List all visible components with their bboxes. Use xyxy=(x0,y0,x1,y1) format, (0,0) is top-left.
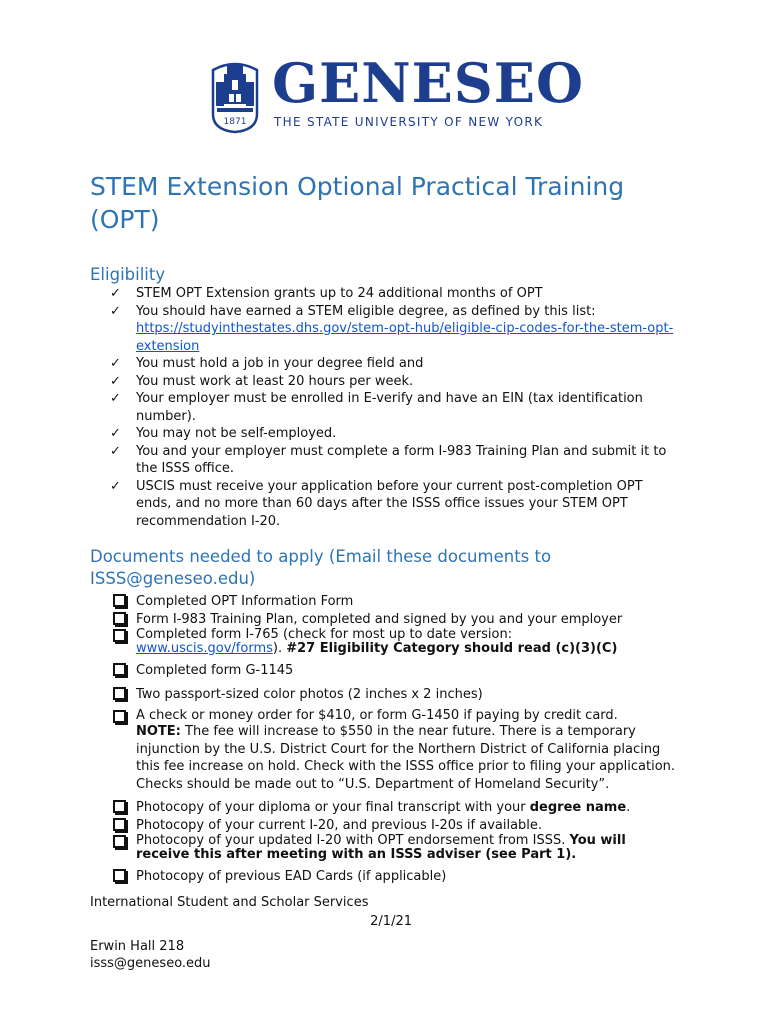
checkbox-icon[interactable] xyxy=(113,818,126,831)
list-item: ✓ Your employer must be enrolled in E-verify and have an EIN (tax identification number). xyxy=(110,391,643,424)
stem-cip-codes-link[interactable]: https://studyinthestates.dhs.gov/stem-opt-hub/eligible-cip-codes-for-the-stem-opt-extension xyxy=(136,321,674,354)
list-item: Completed OPT Information Form xyxy=(113,593,683,611)
eligibility-list xyxy=(110,285,680,530)
document-title: STEM Extension Optional Practical Training (OPT) xyxy=(90,172,625,234)
page-footer xyxy=(90,894,430,972)
footer-date: 2/1/21 xyxy=(370,914,412,929)
list-item: ✓ USCIS must receive your application before your current post-completion OPT ends, and no more than 60 days after the ISSS office issues your STEM OPT recommendation I-20. xyxy=(110,478,643,529)
list-item: A check or money order for $410, or form G-1450 if paying by credit card. NOTE: The fee will increase to $550 in the near future. There is a temporary injunction by the U.S. District Court for the Northern District of California placing this fee increase on hold. Check with the ISSS office prior to filing your application. Checks should be made out to “U.S. Department of Homeland Security”. xyxy=(113,709,683,793)
seal-year: 1871 xyxy=(223,117,247,127)
checkmark-icon: ✓ xyxy=(110,391,121,406)
checkbox-icon[interactable] xyxy=(113,800,126,813)
list-item: Form I-983 Training Plan, completed and signed by you and your employer xyxy=(113,611,683,629)
geneseo-wordmark: GENESEO xyxy=(272,51,584,115)
list-item: Completed form G-1145 xyxy=(113,662,683,680)
footer-org: International Student and Scholar Services xyxy=(90,895,369,910)
checkbox-icon[interactable] xyxy=(113,594,126,607)
checkbox-icon[interactable] xyxy=(113,629,126,642)
list-item: Photocopy of your updated I-20 with OPT endorsement from ISSS. You will receive this after meeting with an ISSS adviser (see Part 1). xyxy=(113,834,683,862)
list-item: ✓ You must hold a job in your degree field and xyxy=(110,356,424,371)
list-item: Completed form I-765 (check for most up to date version: www.uscis.gov/forms). #27 Eligibility Category should read (c)(3)(C) xyxy=(113,628,683,656)
checkmark-icon: ✓ xyxy=(110,356,121,371)
checkmark-icon: ✓ xyxy=(110,373,121,389)
list-item: ✓ You may not be self-employed. xyxy=(110,426,337,441)
checkmark-icon: ✓ xyxy=(110,426,121,441)
list-item: Photocopy of previous EAD Cards (if applicable) xyxy=(113,868,683,886)
checkbox-icon[interactable] xyxy=(113,612,126,625)
checkmark-icon: ✓ xyxy=(110,478,121,494)
list-item: ✓ You must work at least 20 hours per week. xyxy=(110,373,414,389)
uscis-forms-link[interactable]: www.uscis.gov/forms xyxy=(136,641,273,656)
checkbox-icon[interactable] xyxy=(113,869,126,882)
checkbox-icon[interactable] xyxy=(113,687,126,700)
documents-list xyxy=(113,593,683,886)
checkmark-icon: ✓ xyxy=(110,286,121,301)
checkmark-icon: ✓ xyxy=(110,443,121,459)
footer-email: isss@geneseo.edu xyxy=(90,956,211,971)
checkbox-icon[interactable] xyxy=(113,710,126,723)
list-item: Photocopy of your diploma or your final transcript with your degree name. xyxy=(113,799,683,817)
geneseo-seal-logo xyxy=(207,56,263,134)
eligibility-heading: Eligibility xyxy=(90,265,166,284)
checkmark-icon: ✓ xyxy=(110,303,121,319)
list-item: ✓ You should have earned a STEM eligible degree, as defined by this list: https://studyinthestates.dhs.gov/stem-opt-hub/eligible-cip-codes-for-the-stem-opt-extension xyxy=(110,303,674,354)
checkbox-icon[interactable] xyxy=(113,835,126,848)
list-item: Two passport-sized color photos (2 inches x 2 inches) xyxy=(113,686,683,704)
list-item: ✓ You and your employer must complete a form I-983 Training Plan and submit it to the ISSS office. xyxy=(110,443,667,476)
documents-heading: Documents needed to apply (Email these documents to ISSS@geneseo.edu) xyxy=(90,547,552,588)
footer-office: Erwin Hall 218 xyxy=(90,939,185,954)
list-item: Photocopy of your current I-20, and previous I-20s if available. xyxy=(113,817,683,835)
university-subtitle: THE STATE UNIVERSITY OF NEW YORK xyxy=(274,115,544,129)
list-item: ✓ STEM OPT Extension grants up to 24 additional months of OPT xyxy=(110,286,543,301)
checkbox-icon[interactable] xyxy=(113,663,126,676)
